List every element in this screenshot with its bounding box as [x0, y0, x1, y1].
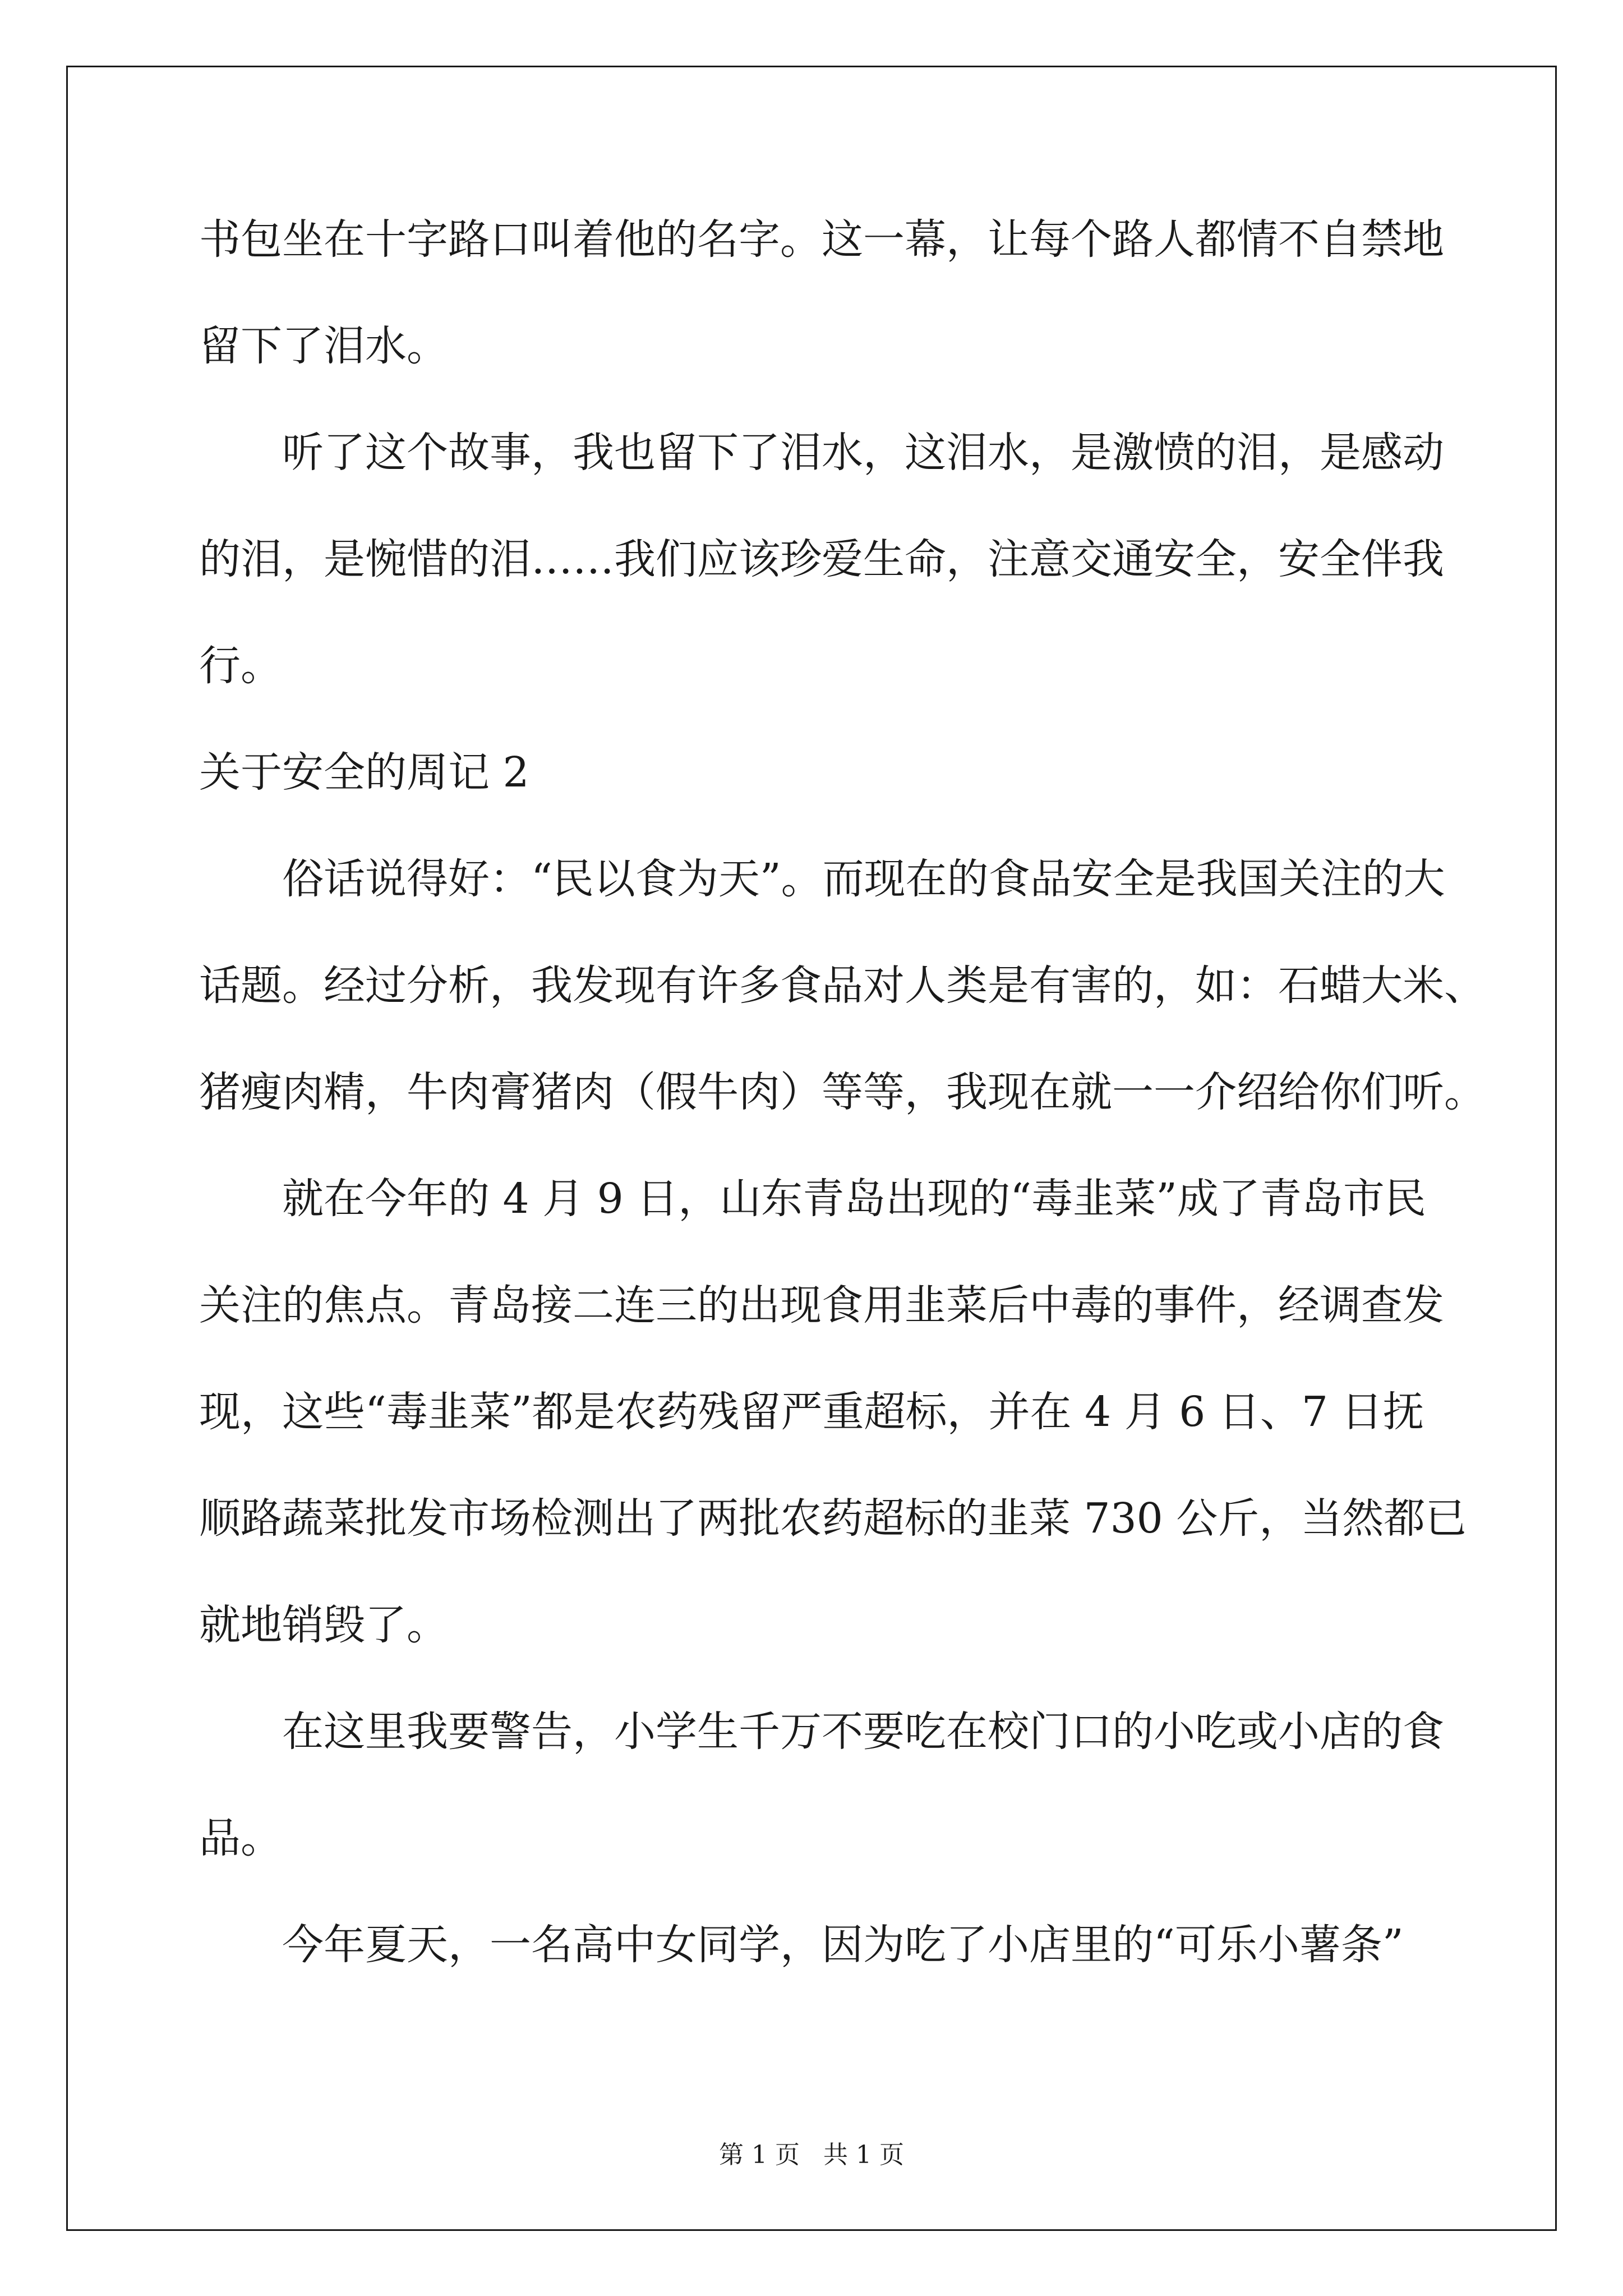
text-line: 就地销毁了。	[199, 1601, 448, 1649]
text-line: 俗话说得好：“民以食为天”。而现在的食品安全是我国关注的大	[282, 855, 1445, 903]
text-line: 书包坐在十字路口叫着他的名字。这一幕，让每个路人都情不自禁地	[199, 215, 1444, 264]
text-line: 关注的焦点。青岛接二连三的出现食用韭菜后中毒的事件，经调查发	[199, 1281, 1444, 1329]
text-line: 留下了泪水。	[199, 322, 448, 370]
text-line: 听了这个故事，我也留下了泪水，这泪水，是激愤的泪，是感动	[282, 429, 1444, 477]
text-line: 顺路蔬菜批发市场检测出了两批农药超标的韭菜 730 公斤，当然都已	[199, 1494, 1467, 1543]
page-border	[66, 66, 1557, 2231]
text-line: 猪瘦肉精，牛肉膏猪肉（假牛肉）等等，我现在就一一介绍给你们听。	[199, 1068, 1486, 1116]
text-line: 的泪，是惋惜的泪……我们应该珍爱生命，注意交通安全，安全伴我	[199, 535, 1444, 583]
text-line: 今年夏天，一名高中女同学，因为吃了小店里的“可乐小薯条”	[282, 1921, 1404, 1969]
text-line: 在这里我要警告，小学生千万不要吃在校门口的小吃或小店的食	[282, 1708, 1444, 1756]
page-footer: 第 1 页 共 1 页	[719, 2141, 904, 2169]
text-line: 行。	[199, 642, 282, 690]
text-line: 品。	[199, 1814, 282, 1862]
text-line: 就在今年的 4 月 9 日，山东青岛出现的“毒韭菜”成了青岛市民	[282, 1175, 1426, 1223]
text-line: 话题。经过分析，我发现有许多食品对人类是有害的，如：石蜡大米、	[199, 961, 1486, 1010]
section-heading: 关于安全的周记 2	[199, 748, 529, 797]
text-line: 现，这些“毒韭菜”都是农药残留严重超标，并在 4 月 6 日、7 日抚	[199, 1388, 1424, 1436]
